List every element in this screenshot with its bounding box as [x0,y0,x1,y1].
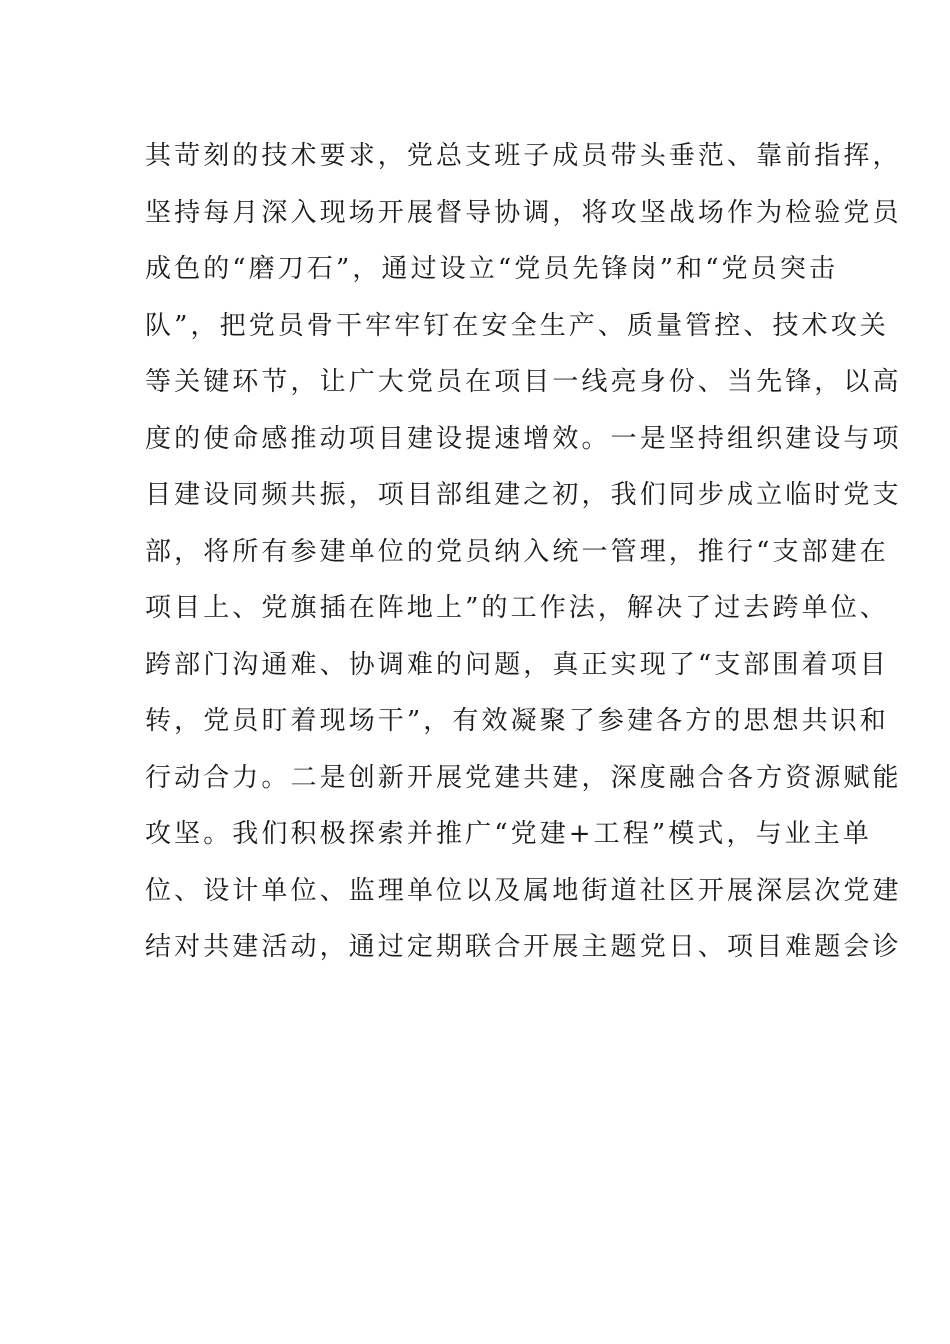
text-line: 成色的“磨刀石”，通过设立“党员先锋岗”和“党员突击 [145,254,839,284]
text-line: 转，党员盯着现场干”，有效凝聚了参建各方的思想共识和 [145,706,889,736]
text-line: 度的使命感推动项目建设提速增效。一是坚持组织建设与项 [145,423,902,454]
text-line: 位、设计单位、监理单位以及属地街道社区开展深层次党建 [145,875,902,906]
text-line: 结对共建活动，通过定期联合开展主题党日、项目难题会诊 [145,932,902,962]
text-line: 项目上、党旗插在阵地上”的工作法，解决了过去跨单位、 [145,593,889,623]
text-line: 攻坚。我们积极探索并推广“党建+工程”模式，与业主单 [145,819,872,849]
text-line: 目建设同频共振，项目部组建之初，我们同步成立临时党支 [145,480,902,510]
text-line: 行动合力。二是创新开展党建共建，深度融合各方资源赋能 [145,762,902,793]
text-line: 等关键环节，让广大党员在项目一线亮身份、当先锋，以高 [145,367,902,397]
text-line: 跨部门沟通难、协调难的问题，真正实现了“支部围着项目 [145,649,889,680]
text-line: 队”，把党员骨干牢牢钉在安全生产、质量管控、技术攻关 [145,310,889,341]
text-line: 其苛刻的技术要求，党总支班子成员带头垂范、靠前指挥， [145,141,902,171]
text-line: 坚持每月深入现场开展督导协调，将攻坚战场作为检验党员 [145,197,902,228]
body-text [145,128,902,976]
text-line: 部，将所有参建单位的党员纳入统一管理，推行“支部建在 [145,536,889,567]
